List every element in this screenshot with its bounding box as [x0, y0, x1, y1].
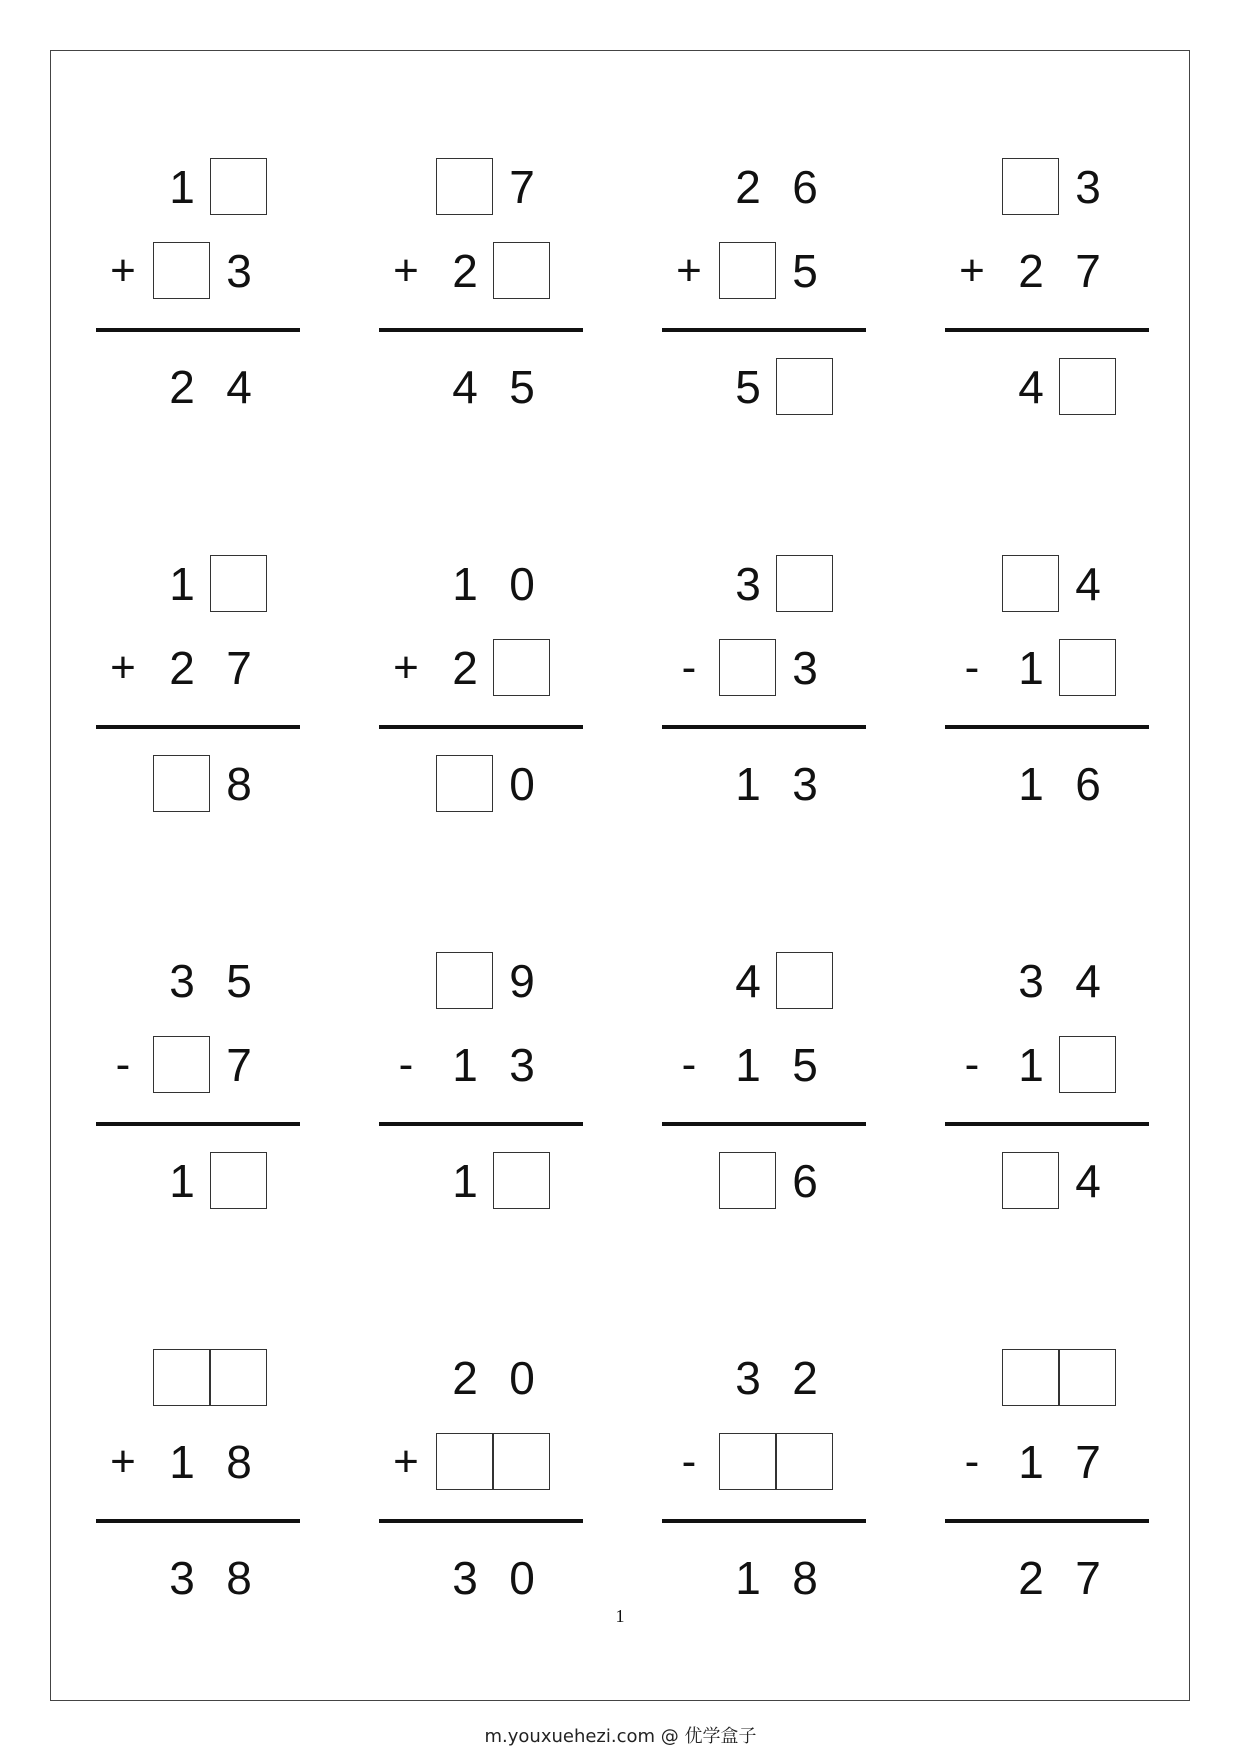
answer-box[interactable] — [719, 1152, 776, 1209]
ones-digit: 7 — [1075, 1436, 1101, 1488]
answer-box[interactable] — [719, 242, 776, 299]
answer-box[interactable] — [493, 1433, 550, 1490]
ones-digit: 6 — [792, 161, 818, 213]
sum-line — [945, 328, 1149, 332]
ones-digit: 3 — [792, 642, 818, 694]
answer-box[interactable] — [1002, 1349, 1059, 1406]
tens-digit: 4 — [735, 955, 761, 1007]
ones-digit: 0 — [509, 758, 535, 810]
tens-digit: 2 — [452, 245, 478, 297]
answer-box[interactable] — [719, 639, 776, 696]
minus-sign: - — [964, 1437, 980, 1486]
tens-digit: 3 — [452, 1552, 478, 1604]
result-row — [662, 358, 866, 418]
sum-line — [379, 1122, 583, 1126]
ones-digit: 7 — [1075, 1552, 1101, 1604]
answer-box[interactable] — [1002, 1152, 1059, 1209]
minus-sign: - — [681, 643, 697, 692]
ones-digit: 6 — [792, 1155, 818, 1207]
sum-line — [96, 725, 300, 729]
ones-digit: 9 — [509, 955, 535, 1007]
tens-digit: 2 — [1018, 245, 1044, 297]
second-operand-row — [945, 1036, 1149, 1096]
plus-sign: + — [393, 246, 419, 295]
answer-box[interactable] — [436, 952, 493, 1009]
result-row — [379, 755, 583, 815]
result-row — [96, 1152, 300, 1212]
answer-box[interactable] — [1059, 358, 1116, 415]
ones-digit: 0 — [509, 1552, 535, 1604]
problem-15 — [662, 1349, 866, 1619]
second-operand-row — [379, 639, 583, 699]
ones-digit: 4 — [1075, 558, 1101, 610]
result-row — [945, 358, 1149, 418]
first-operand-row — [662, 952, 866, 1012]
first-operand-row — [945, 952, 1149, 1012]
answer-box[interactable] — [1059, 1349, 1116, 1406]
ones-digit: 4 — [1075, 1155, 1101, 1207]
first-operand-row — [662, 555, 866, 615]
ones-digit: 3 — [226, 245, 252, 297]
first-operand-row — [379, 1349, 583, 1409]
problem-10 — [379, 952, 583, 1222]
first-operand-row — [96, 952, 300, 1012]
ones-digit: 3 — [509, 1039, 535, 1091]
tens-digit: 2 — [735, 161, 761, 213]
tens-digit: 3 — [735, 558, 761, 610]
answer-box[interactable] — [153, 755, 210, 812]
answer-box[interactable] — [210, 158, 267, 215]
tens-digit: 1 — [735, 758, 761, 810]
result-row — [379, 1152, 583, 1212]
tens-digit: 1 — [169, 1155, 195, 1207]
plus-sign: + — [393, 1437, 419, 1486]
answer-box[interactable] — [1002, 555, 1059, 612]
tens-digit: 4 — [1018, 361, 1044, 413]
sum-line — [96, 1519, 300, 1523]
answer-box[interactable] — [153, 1036, 210, 1093]
sum-line — [945, 725, 1149, 729]
ones-digit: 3 — [1075, 161, 1101, 213]
problem-4 — [945, 158, 1149, 428]
problem-6 — [379, 555, 583, 825]
problem-13 — [96, 1349, 300, 1619]
sum-line — [379, 1519, 583, 1523]
second-operand-row — [662, 639, 866, 699]
second-operand-row — [379, 1433, 583, 1493]
ones-digit: 5 — [792, 1039, 818, 1091]
answer-box[interactable] — [1002, 158, 1059, 215]
tens-digit: 2 — [169, 642, 195, 694]
tens-digit: 2 — [452, 642, 478, 694]
tens-digit: 1 — [169, 1436, 195, 1488]
answer-box[interactable] — [436, 158, 493, 215]
answer-box[interactable] — [1059, 1036, 1116, 1093]
minus-sign: - — [115, 1040, 131, 1089]
tens-digit: 1 — [735, 1039, 761, 1091]
first-operand-row — [379, 158, 583, 218]
minus-sign: - — [681, 1040, 697, 1089]
problem-16 — [945, 1349, 1149, 1619]
ones-digit: 0 — [509, 558, 535, 610]
sum-line — [945, 1122, 1149, 1126]
plus-sign: + — [110, 1437, 136, 1486]
result-row — [662, 755, 866, 815]
sum-line — [379, 328, 583, 332]
result-row — [379, 1549, 583, 1609]
sum-line — [379, 725, 583, 729]
result-row — [945, 1152, 1149, 1212]
problem-9 — [96, 952, 300, 1222]
answer-box[interactable] — [210, 1152, 267, 1209]
minus-sign: - — [964, 1040, 980, 1089]
ones-digit: 8 — [226, 758, 252, 810]
plus-sign: + — [393, 643, 419, 692]
answer-box[interactable] — [210, 1349, 267, 1406]
problem-2 — [379, 158, 583, 428]
minus-sign: - — [964, 643, 980, 692]
second-operand-row — [945, 242, 1149, 302]
ones-digit: 5 — [226, 955, 252, 1007]
result-row — [96, 358, 300, 418]
result-row — [662, 1549, 866, 1609]
footer-watermark: m.youxuehezi.com @ 优学盒子 — [484, 1726, 757, 1747]
answer-box[interactable] — [153, 1349, 210, 1406]
problem-3 — [662, 158, 866, 428]
tens-digit: 1 — [1018, 642, 1044, 694]
result-row — [945, 755, 1149, 815]
answer-box[interactable] — [153, 242, 210, 299]
problem-7 — [662, 555, 866, 825]
ones-digit: 6 — [1075, 758, 1101, 810]
minus-sign: - — [398, 1040, 414, 1089]
sum-line — [662, 328, 866, 332]
first-operand-row — [379, 555, 583, 615]
answer-box[interactable] — [436, 755, 493, 812]
answer-box[interactable] — [210, 555, 267, 612]
first-operand-row — [662, 158, 866, 218]
answer-box[interactable] — [776, 1433, 833, 1490]
problem-11 — [662, 952, 866, 1222]
ones-digit: 8 — [226, 1552, 252, 1604]
tens-digit: 3 — [169, 1552, 195, 1604]
answer-box[interactable] — [776, 952, 833, 1009]
tens-digit: 3 — [169, 955, 195, 1007]
ones-digit: 7 — [226, 642, 252, 694]
answer-box[interactable] — [493, 639, 550, 696]
second-operand-row — [662, 1433, 866, 1493]
tens-digit: 1 — [735, 1552, 761, 1604]
sum-line — [662, 1519, 866, 1523]
plus-sign: + — [959, 246, 985, 295]
problem-8 — [945, 555, 1149, 825]
problem-5 — [96, 555, 300, 825]
result-row — [662, 1152, 866, 1212]
result-row — [945, 1549, 1149, 1609]
second-operand-row — [96, 1036, 300, 1096]
result-row — [379, 358, 583, 418]
first-operand-row — [379, 952, 583, 1012]
tens-digit: 1 — [1018, 1039, 1044, 1091]
tens-digit: 2 — [1018, 1552, 1044, 1604]
second-operand-row — [96, 1433, 300, 1493]
first-operand-row — [96, 1349, 300, 1409]
tens-digit: 1 — [1018, 758, 1044, 810]
ones-digit: 8 — [792, 1552, 818, 1604]
first-operand-row — [945, 1349, 1149, 1409]
tens-digit: 1 — [169, 558, 195, 610]
answer-box[interactable] — [719, 1433, 776, 1490]
sum-line — [945, 1519, 1149, 1523]
sum-line — [96, 328, 300, 332]
ones-digit: 7 — [1075, 245, 1101, 297]
answer-box[interactable] — [436, 1433, 493, 1490]
ones-digit: 7 — [509, 161, 535, 213]
second-operand-row — [379, 242, 583, 302]
second-operand-row — [945, 1433, 1149, 1493]
sum-line — [96, 1122, 300, 1126]
answer-box[interactable] — [776, 555, 833, 612]
problem-14 — [379, 1349, 583, 1619]
second-operand-row — [96, 242, 300, 302]
ones-digit: 4 — [1075, 955, 1101, 1007]
problem-1 — [96, 158, 300, 428]
first-operand-row — [96, 555, 300, 615]
second-operand-row — [662, 242, 866, 302]
tens-digit: 2 — [169, 361, 195, 413]
second-operand-row — [96, 639, 300, 699]
answer-box[interactable] — [1059, 639, 1116, 696]
tens-digit: 4 — [452, 361, 478, 413]
ones-digit: 0 — [509, 1352, 535, 1404]
tens-digit: 3 — [735, 1352, 761, 1404]
ones-digit: 5 — [509, 361, 535, 413]
tens-digit: 3 — [1018, 955, 1044, 1007]
first-operand-row — [945, 555, 1149, 615]
answer-box[interactable] — [493, 1152, 550, 1209]
second-operand-row — [379, 1036, 583, 1096]
result-row — [96, 1549, 300, 1609]
tens-digit: 5 — [735, 361, 761, 413]
answer-box[interactable] — [776, 358, 833, 415]
answer-box[interactable] — [493, 242, 550, 299]
ones-digit: 2 — [792, 1352, 818, 1404]
ones-digit: 3 — [792, 758, 818, 810]
tens-digit: 1 — [452, 558, 478, 610]
ones-digit: 5 — [792, 245, 818, 297]
sum-line — [662, 725, 866, 729]
plus-sign: + — [676, 246, 702, 295]
tens-digit: 2 — [452, 1352, 478, 1404]
ones-digit: 7 — [226, 1039, 252, 1091]
plus-sign: + — [110, 643, 136, 692]
tens-digit: 1 — [452, 1155, 478, 1207]
second-operand-row — [945, 639, 1149, 699]
tens-digit: 1 — [169, 161, 195, 213]
tens-digit: 1 — [1018, 1436, 1044, 1488]
ones-digit: 8 — [226, 1436, 252, 1488]
first-operand-row — [96, 158, 300, 218]
first-operand-row — [662, 1349, 866, 1409]
plus-sign: + — [110, 246, 136, 295]
sum-line — [662, 1122, 866, 1126]
first-operand-row — [945, 158, 1149, 218]
second-operand-row — [662, 1036, 866, 1096]
page-number: 1 — [615, 1606, 625, 1626]
tens-digit: 1 — [452, 1039, 478, 1091]
minus-sign: - — [681, 1437, 697, 1486]
result-row — [96, 755, 300, 815]
ones-digit: 4 — [226, 361, 252, 413]
problem-12 — [945, 952, 1149, 1222]
